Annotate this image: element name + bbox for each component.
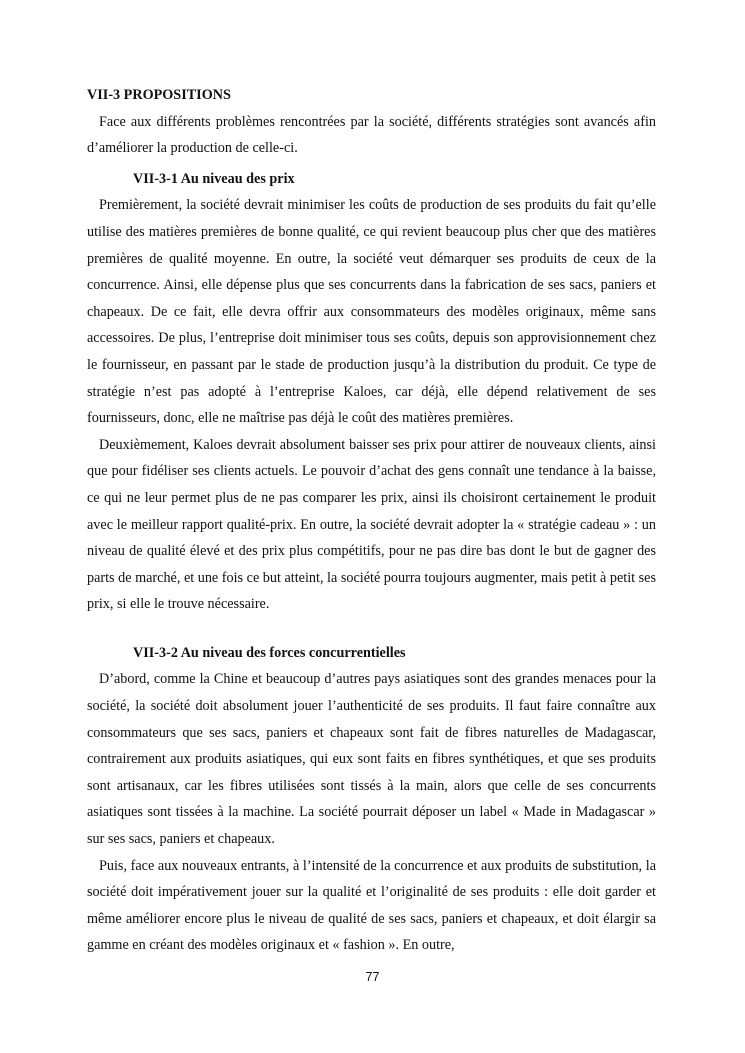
section-intro-paragraph: Face aux différents problèmes rencontrées par la société, différents stratégies sont avancés afin d’améliorer la production de celle-ci. bbox=[87, 113, 656, 157]
spacer bbox=[87, 618, 656, 640]
document-page bbox=[87, 82, 656, 959]
subsection-title-prix: VII-3-1 Au niveau des prix bbox=[133, 170, 295, 187]
section-title: VII-3 PROPOSITIONS bbox=[87, 87, 231, 103]
paragraph: Premièrement, la société devrait minimiser les coûts de production de ses produits du fait qu’elle utilise des matières premières de bonne qualité, ce qui revient beaucoup plus cher que des matières premières de qualité moyenne. En outre, la société veut démarquer ses produits de ceux de la concurrence. Ainsi, elle dépense plus que ses concurrents dans la fabrication de ses sacs, paniers et chapeaux. De ce fait, elle devra offrir aux consommateurs des modèles originaux, même sans accessoires. De plus, l’entreprise doit minimiser tous ses coûts, depuis son approvisionnement chez le fournisseur, en passant par le stade de production jusqu’à la distribution du produit. Ce type de stratégie n’est pas adopté à l’entreprise Kaloes, car déjà, elle dépend relativement de ses fournisseurs, donc, elle ne maîtrise pas déjà le coût des matières premières. bbox=[87, 197, 656, 427]
paragraph: Deuxièmement, Kaloes devrait absolument baisser ses prix pour attirer de nouveaux clients, ainsi que pour fidéliser ses clients actuels. Le pouvoir d’achat des gens connaît une tendance à la baisse, ce qui ne leur permet plus de ne pas comparer les prix, ainsi ils choisiront certainement le produit avec le meilleur rapport qualité-prix. En outre, la société devrait adopter la « stratégie cadeau » : un niveau de qualité élevé et des prix plus compétitifs, pour ne pas dire bas dont le but de gagner des parts de marché, et une fois ce but atteint, la société pourra toujours augmenter, mais petit à petit ses prix, si elle le trouve nécessaire. bbox=[87, 436, 656, 613]
page-number: 77 bbox=[365, 970, 380, 984]
subsection-title-forces: VII-3-2 Au niveau des forces concurrentielles bbox=[133, 644, 406, 661]
paragraph: D’abord, comme la Chine et beaucoup d’autres pays asiatiques sont des grandes menaces pour la société, la société doit absolument jouer l’authenticité de ses produits. Il faut faire connaître aux consommateurs que ses sacs, paniers et chapeaux sont fait de fibres naturelles de Madagascar, contrairement aux produits asiatiques, qui eux sont faits en fibres synthétiques, et que ses produits sont artisanaux, car les fibres utilisées sont tissés à la main, alors que celle de ses concurrents asiatiques sont tissées à la machine. La société pourrait déposer un label « Made in Madagascar » sur ses sacs, paniers et chapeaux. bbox=[87, 671, 656, 848]
paragraph: Puis, face aux nouveaux entrants, à l’intensité de la concurrence et aux produits de substitution, la société doit impérativement jouer sur la qualité et l’originalité de ses produits : elle doit garder et même améliorer encore plus le niveau de qualité de ses sacs, paniers et chapeaux, et doit élargir sa gamme en créant des modèles originaux et « fashion ». En outre, bbox=[87, 857, 656, 954]
